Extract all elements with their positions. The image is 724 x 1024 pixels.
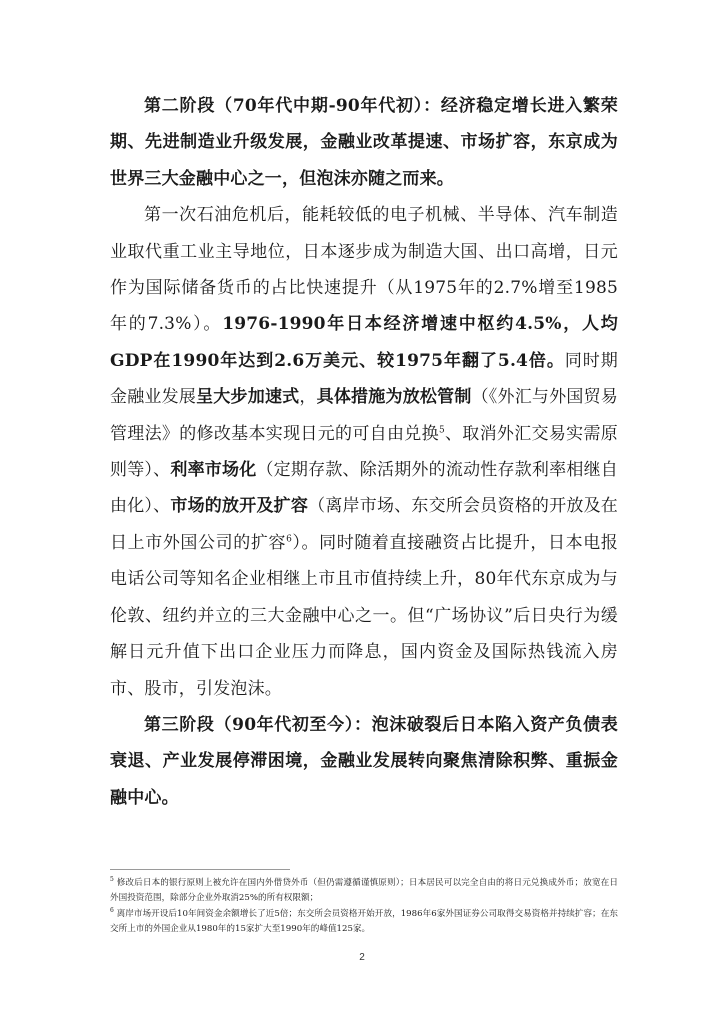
bold-market-opening: 市场的放开及扩容 [170, 496, 309, 517]
footnote-ref-5[interactable]: 5 [438, 425, 445, 435]
para-text: ）。同时随着直接融资占比提升，日本电报电话公司等知名企业相继上市且市值持续上升，80年代东京成为与伦敦、纽约并立的三大金融中心之一。但“广场协议”后日央行为缓解日元升值下出口企业压力而降息，国内资金及国际热钱流入房市、股市，引发泡沫。 [110, 532, 618, 699]
bold-deregulation: 具体措施为放松管制 [316, 387, 472, 408]
footnote-number: 5 [110, 876, 114, 884]
footnote-5 [110, 876, 618, 905]
stage3-heading: 第三阶段（90年代初至今）：泡沫破裂后日本陷入资产负债表衰退、产业发展停滞困境，金融业发展转向聚焦清除积弊、重振金融中心。 [110, 714, 618, 808]
para-text: （定期存款、除活期外的流动性存款利率相继自由化）、 [110, 460, 619, 517]
page-number: 2 [359, 952, 365, 963]
para-text: （离岸市场、东交所会员资格的开放及在日上市外国公司的扩容 [110, 496, 618, 553]
footnotes [110, 876, 618, 938]
bold-accelerating: 呈大步加速式 [196, 387, 300, 408]
footnote-ref-6[interactable]: 6 [286, 534, 292, 545]
stage2-paragraph [110, 197, 618, 707]
para-text: 同时期金融业发展 [110, 350, 618, 408]
para-text: ， [299, 387, 317, 408]
bold-gdp-statement: 1976-1990年日本经济增速中枢约4.5%，人均GDP在1990年达到2.6万美元、较1975年翻了5.4倍。 [110, 314, 618, 371]
footnote-divider [110, 869, 290, 870]
para-text: 第一次石油危机后，能耗较低的电子机械、半导体、汽车制造业取代重工业主导地位，日本逐步成为制造大国、出口高增，日元作为国际储备货币的占比快速提升（从1975年的2.7%增至1985年的7.3%）。 [110, 205, 618, 335]
bold-rate-liberalization: 利率市场化 [170, 460, 257, 481]
footnote-text: 离岸市场开设后10年间资金余额增长了近5倍；东交所会员资格开始开放，1986年6家外国证券公司取得交易资格并持续扩容；在东交所上市的外国企业从1980年的15家扩大至1990年的峰值125家。 [110, 909, 619, 934]
footnote-number: 6 [110, 907, 114, 915]
footnote-text: 修改后日本的银行原则上被允许在国内外借贷外币（但仍需遵循谨慎原则）；日本居民可以完全自由的将日元兑换成外币；放宽在日外国投资范围，除部分企业外取消25%的所有权限额； [110, 878, 618, 903]
para-text: 、取消外汇交易实需原则等）、 [110, 423, 618, 481]
footnote-6 [110, 907, 618, 936]
para-text: （《外汇与外国贸易管理法》的修改基本实现日元的可自由兑换 [110, 387, 618, 444]
body-text [110, 88, 618, 816]
stage2-heading: 第二阶段（70年代中期-90年代初）：经济稳定增长进入繁荣期、先进制造业升级发展，金融业改革提速、市场扩容，东京成为世界三大金融中心之一，但泡沫亦随之而来。 [110, 96, 618, 189]
